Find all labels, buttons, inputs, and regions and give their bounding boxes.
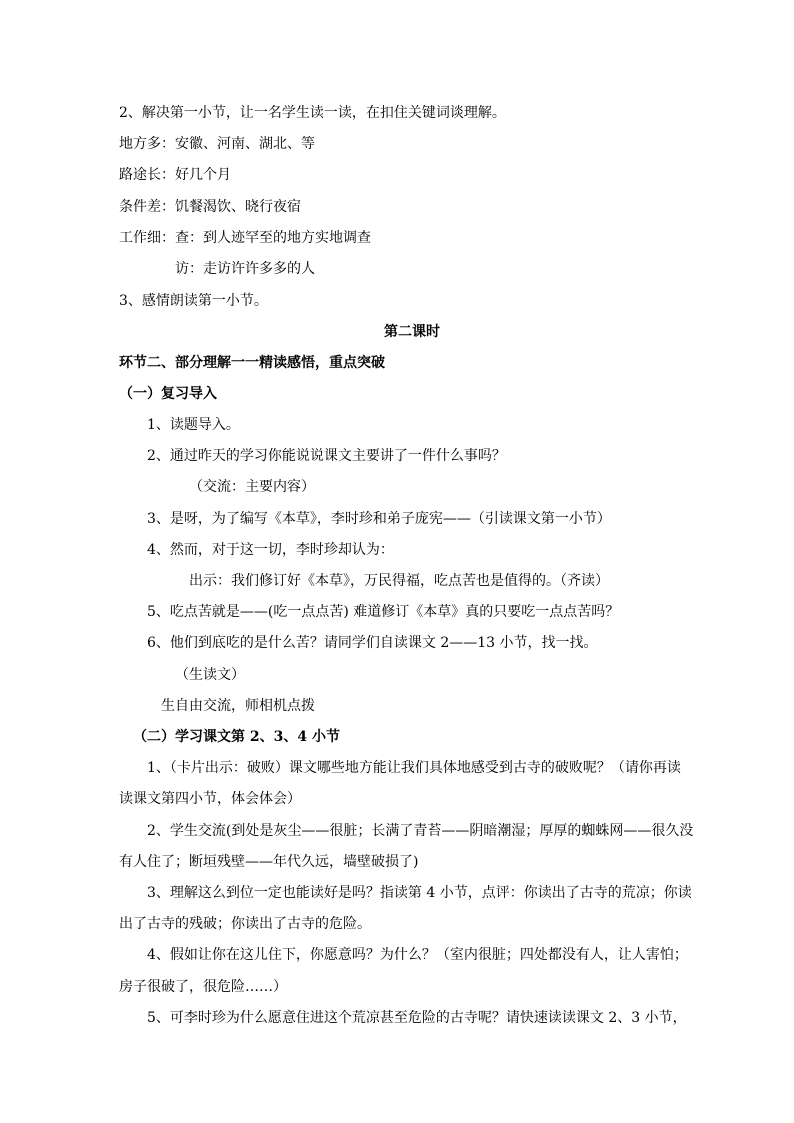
text-line: （交流：主要内容） — [189, 479, 315, 495]
text-line: 路途长：好几个月 — [119, 167, 231, 183]
section-heading: 第二课时 — [384, 324, 440, 340]
text-line: 3、感情朗读第一小节。 — [119, 293, 268, 309]
subsection-heading: （二）学习课文第 2、3、4 小节 — [133, 729, 340, 745]
text-line: 出了古寺的残破；你读出了古寺的危险。 — [119, 916, 371, 932]
subsection-heading: （一）复习导入 — [119, 386, 217, 402]
text-line: 3、理解这么到位一定也能读好是吗？指读第 4 小节，点评：你读出了古寺的荒凉；你读 — [147, 885, 692, 901]
text-line: 6、他们到底吃的是什么苦？请同学们自读课文 2——13 小节，找一找。 — [147, 635, 598, 651]
text-line: 地方多：安徽、河南、湖北、等 — [119, 136, 315, 152]
text-line: 4、假如让你在这儿住下，你愿意吗？为什么？（室内很脏；四处都没有人，让人害怕； — [147, 947, 688, 963]
text-line: 2、解决第一小节，让一名学生读一读，在扣住关键词谈理解。 — [119, 105, 506, 121]
text-line: 5、可李时珍为什么愿意住进这个荒凉甚至危险的古寺呢？请快速读读课文 2、3 小节， — [147, 1010, 687, 1026]
text-line: 2、学生交流(到处是灰尘——很脏；长满了青苔——阴暗潮湿；厚厚的蜘蛛网——很久没 — [147, 823, 694, 839]
text-line: 出示：我们修订好《本草》，万民得福，吃点苦也是值得的。（齐读） — [189, 573, 609, 589]
text-line: 1、读题导入。 — [147, 417, 240, 433]
text-line: 有人住了；断垣残壁——年代久远，墙壁破损了) — [119, 854, 419, 870]
text-line: 房子很破了，很危险……） — [119, 979, 287, 995]
text-line: 工作细：查：到人迹罕至的地方实地调查 — [119, 230, 371, 246]
text-line: 3、是呀，为了编写《本草》，李时珍和弟子庞宪——（引读课文第一小节） — [147, 511, 611, 527]
text-line: 条件差：饥餐渴饮、晓行夜宿 — [119, 199, 301, 215]
section-heading: 环节二、部分理解一一精读感悟，重点突破 — [119, 355, 385, 371]
text-line: （生读文） — [175, 667, 245, 683]
text-line: 5、吃点苦就是——(吃一点点苦) 难道修订《本草》真的只要吃一点点苦吗？ — [147, 604, 620, 620]
text-line: 读课文第四小节，体会体会） — [119, 791, 301, 807]
text-line: 访：走访许许多多的人 — [175, 261, 315, 277]
text-line: 4、然而，对于这一切，李时珍却认为： — [147, 542, 394, 558]
text-line: 2、通过昨天的学习你能说说课文主要讲了一件什么事吗？ — [147, 448, 506, 464]
text-line: 生自由交流，师相机点拨 — [161, 698, 315, 714]
text-line: 1、（卡片出示：破败）课文哪些地方能让我们具体地感受到古寺的破败呢？（请你再读 — [147, 760, 681, 776]
